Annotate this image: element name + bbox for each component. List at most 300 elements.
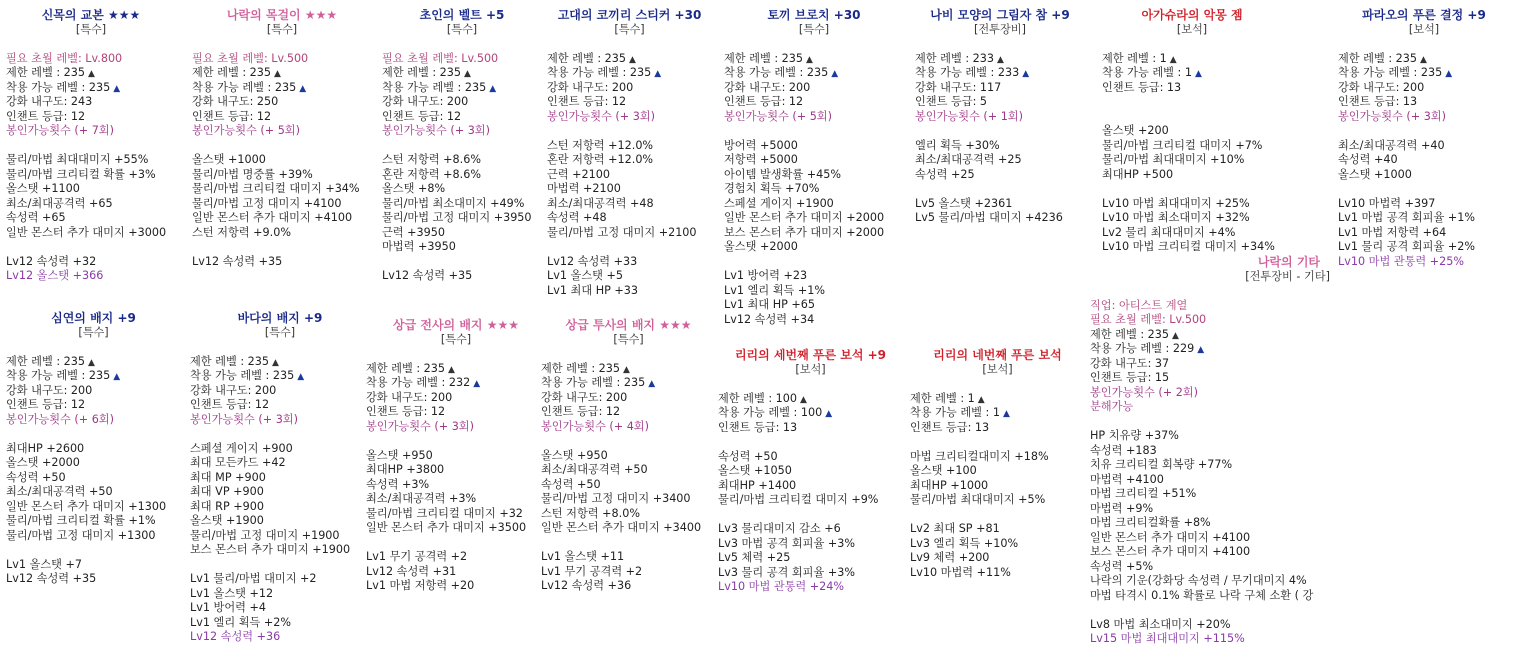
item-tooltip-c14 bbox=[910, 348, 1085, 580]
stat-text: Lv12 속성력 +31 bbox=[366, 564, 457, 578]
stat-line bbox=[6, 255, 176, 270]
stat-line bbox=[910, 479, 1085, 494]
stat-line bbox=[192, 52, 372, 67]
stat-text: 일반 몬스터 추가 대미지 +4100 bbox=[1090, 530, 1251, 544]
stat-text: 올스탯 +2000 bbox=[724, 240, 798, 253]
stat-text: 올스탯 +950 bbox=[541, 448, 608, 462]
stat-line bbox=[547, 66, 712, 81]
level-ok-up-icon: ▲ bbox=[299, 83, 307, 94]
stat-line bbox=[718, 406, 903, 421]
stat-text: 물리/마법 고정 대미지 +3950 bbox=[382, 211, 532, 224]
stat-text: Lv1 엘리 획득 +2% bbox=[190, 615, 291, 629]
stat-line bbox=[915, 110, 1085, 125]
spacer bbox=[541, 347, 716, 362]
stat-line bbox=[190, 471, 370, 486]
stat-text: 일반 몬스터 추가 대미지 +4100 bbox=[192, 211, 353, 224]
stat-text: 속성력 +50 bbox=[6, 470, 66, 484]
stat-line bbox=[724, 52, 904, 67]
stat-text: 착용 가능 레벨 : 235 bbox=[541, 376, 646, 389]
stat-line bbox=[382, 81, 542, 96]
level-ok-up-icon: ▲ bbox=[648, 379, 656, 389]
stat-line bbox=[382, 168, 542, 183]
stat-line bbox=[366, 521, 546, 536]
stat-line bbox=[6, 153, 176, 168]
stat-text: Lv10 마법 관통력 +25% bbox=[1338, 254, 1465, 268]
stat-line bbox=[6, 369, 181, 384]
spacer bbox=[541, 536, 716, 551]
stat-text: 속성력 +65 bbox=[6, 211, 66, 224]
stat-text: 필요 초월 레벨: Lv.500 bbox=[192, 51, 309, 65]
stat-line bbox=[547, 269, 712, 284]
item-title: 심연의 배지 +9 bbox=[51, 311, 136, 325]
level-ok-up-icon: ▲ bbox=[825, 409, 833, 419]
stat-line bbox=[718, 464, 903, 479]
stat-line bbox=[541, 449, 716, 464]
stat-line bbox=[724, 66, 904, 81]
spacer bbox=[1090, 603, 1330, 618]
item-category: [전투장비] bbox=[974, 23, 1026, 36]
stat-text: 물리/마법 최대대미지 +55% bbox=[6, 153, 149, 166]
stat-text: Lv10 마법 최대대미지 +25% bbox=[1102, 196, 1250, 210]
stat-line bbox=[6, 456, 181, 471]
stat-line bbox=[724, 240, 904, 255]
stat-line bbox=[718, 479, 903, 494]
level-up-icon: ▲ bbox=[1169, 54, 1177, 65]
stat-text: Lv2 물리 최대대미지 +4% bbox=[1102, 225, 1236, 239]
stat-line bbox=[382, 52, 542, 67]
stat-text: 올스탯 +1900 bbox=[190, 514, 264, 527]
stat-line bbox=[366, 492, 546, 507]
stat-text: 올스탯 +950 bbox=[366, 448, 433, 462]
stat-line bbox=[1338, 110, 1510, 125]
level-up-icon: ▲ bbox=[997, 54, 1004, 65]
stat-line bbox=[1090, 400, 1330, 415]
stat-text: Lv1 올스탯 +5 bbox=[547, 269, 623, 282]
stat-line bbox=[190, 355, 370, 370]
stat-line bbox=[718, 522, 903, 537]
stat-text: 마법 크리티컬 +51% bbox=[1090, 487, 1197, 500]
stat-line bbox=[541, 420, 716, 435]
stat-text: Lv3 마법 공격 회피율 +3% bbox=[718, 536, 855, 550]
item-title: 상급 투사의 배지 ★★★ bbox=[565, 318, 692, 332]
stat-line bbox=[366, 565, 546, 580]
stat-line bbox=[1102, 211, 1282, 226]
stat-line bbox=[718, 493, 903, 508]
stat-line bbox=[192, 81, 372, 96]
level-ok-up-icon: ▲ bbox=[1022, 69, 1030, 79]
spacer bbox=[547, 240, 712, 255]
stat-text: 직업: 아티스트 계열 bbox=[1090, 298, 1188, 312]
stat-line bbox=[1102, 240, 1282, 255]
stat-line bbox=[190, 384, 370, 399]
stat-line bbox=[1102, 124, 1282, 139]
stat-text: Lv1 무기 공격력 +2 bbox=[366, 550, 468, 563]
level-up-icon: ▲ bbox=[629, 54, 636, 65]
stat-line bbox=[724, 95, 904, 110]
stat-line bbox=[1090, 313, 1330, 328]
item-category: [특수] bbox=[446, 23, 478, 36]
stat-text: Lv10 마법력 +397 bbox=[1338, 196, 1436, 210]
stat-line bbox=[1338, 95, 1510, 110]
stat-text: 제한 레벨 : 1 bbox=[1102, 51, 1167, 65]
item-tooltip-c3 bbox=[382, 8, 542, 284]
spacer bbox=[1102, 37, 1282, 52]
stat-line bbox=[382, 66, 542, 81]
stat-line bbox=[190, 369, 370, 384]
stat-line bbox=[6, 52, 176, 67]
stat-line bbox=[192, 182, 372, 197]
stat-line bbox=[1102, 52, 1282, 67]
stat-text: 속성력 +40 bbox=[1338, 153, 1398, 166]
stat-line bbox=[547, 284, 712, 299]
stat-line bbox=[1338, 197, 1510, 212]
stat-text: 강화 내구도: 250 bbox=[192, 95, 279, 108]
stat-text: 물리/마법 크리티컬 확률 +3% bbox=[6, 167, 156, 181]
item-category: [특수] bbox=[266, 23, 298, 36]
level-up-icon: ▲ bbox=[88, 69, 95, 79]
item-title: 신목의 교본 ★★★ bbox=[41, 8, 141, 22]
item-tooltip-c8 bbox=[1338, 8, 1510, 269]
stat-line bbox=[541, 463, 716, 478]
level-ok-up-icon: ▲ bbox=[297, 372, 305, 382]
stat-line bbox=[190, 529, 370, 544]
spacer bbox=[190, 340, 370, 355]
stat-line bbox=[192, 66, 372, 81]
stat-text: Lv5 물리/마법 대미지 +4236 bbox=[915, 211, 1063, 224]
stat-text: 인챈트 등급: 12 bbox=[541, 405, 621, 418]
spacer bbox=[910, 508, 1085, 523]
level-up-icon: ▲ bbox=[272, 357, 279, 368]
item-title: 바다의 배지 +9 bbox=[237, 311, 323, 325]
stat-text: 엘리 획득 +30% bbox=[915, 138, 1000, 152]
item-tooltip-c7 bbox=[1102, 8, 1282, 255]
stat-text: 착용 가능 레벨 : 229 bbox=[1090, 342, 1195, 355]
stat-line bbox=[1338, 240, 1510, 255]
stat-text: 인챈트 등급: 13 bbox=[910, 420, 990, 434]
stat-line bbox=[1090, 589, 1330, 604]
level-up-icon: ▲ bbox=[806, 54, 813, 65]
stat-line bbox=[724, 211, 904, 226]
spacer bbox=[718, 435, 903, 450]
stat-line bbox=[1338, 211, 1510, 226]
stat-line bbox=[541, 550, 716, 565]
stat-text: 혼란 저항력 +8.6% bbox=[382, 167, 481, 181]
item-title: 나락의 목걸이 ★★★ bbox=[226, 8, 338, 22]
level-up-icon: ▲ bbox=[274, 69, 281, 79]
stat-text: 스턴 저항력 +8.0% bbox=[541, 506, 640, 520]
item-title: 고대의 코끼리 스티커 +30 bbox=[557, 8, 702, 22]
stat-line bbox=[724, 168, 904, 183]
stat-text: 올스탯 +1050 bbox=[718, 464, 792, 477]
spacer bbox=[910, 435, 1085, 450]
spacer bbox=[1102, 182, 1282, 197]
stat-text: 강화 내구도: 200 bbox=[1338, 80, 1425, 94]
item-category: [특수] bbox=[264, 326, 296, 339]
stat-line bbox=[724, 313, 904, 328]
stat-line bbox=[190, 413, 370, 428]
stat-line bbox=[1090, 357, 1330, 372]
stat-text: 봉인가능횟수 (+ 3회) bbox=[366, 419, 474, 433]
stat-text: 경험치 획득 +70% bbox=[724, 182, 820, 195]
stat-text: Lv10 마법력 +11% bbox=[910, 565, 1011, 579]
stat-line bbox=[541, 521, 716, 536]
stat-text: 착용 가능 레벨 : 235 bbox=[192, 80, 297, 94]
item-category: [보석] bbox=[1176, 23, 1208, 36]
stat-text: 제한 레벨 : 235 bbox=[1338, 51, 1418, 65]
spacer bbox=[382, 139, 542, 154]
stat-text: 강화 내구도: 200 bbox=[724, 80, 811, 94]
stat-line bbox=[547, 110, 712, 125]
item-category: [특수] bbox=[78, 326, 109, 339]
stat-text: 필요 초월 레벨: Lv.500 bbox=[382, 51, 499, 65]
stat-text: 착용 가능 레벨 : 235 bbox=[6, 369, 111, 382]
stat-line bbox=[910, 392, 1085, 407]
stat-line bbox=[382, 182, 542, 197]
stat-text: Lv12 속성력 +35 bbox=[192, 254, 283, 268]
stat-line bbox=[910, 551, 1085, 566]
stat-text: Lv1 최대 HP +65 bbox=[724, 298, 816, 311]
stat-text: 필요 초월 레벨: Lv.500 bbox=[1090, 313, 1207, 326]
item-tooltip-c11 bbox=[366, 318, 546, 594]
stat-text: 제한 레벨 : 235 bbox=[724, 51, 804, 65]
item-category: [특수] bbox=[440, 333, 472, 346]
stat-line bbox=[6, 124, 176, 139]
stat-text: 제한 레벨 : 235 bbox=[541, 361, 621, 375]
stat-text: Lv1 올스탯 +12 bbox=[190, 586, 274, 600]
stat-line bbox=[6, 485, 181, 500]
stat-text: 최소/최대공격력 +48 bbox=[547, 196, 654, 210]
stat-text: 최대 RP +900 bbox=[190, 499, 264, 513]
item-title: 아가슈라의 악몽 젬 bbox=[1141, 8, 1243, 22]
stat-line bbox=[541, 391, 716, 406]
stat-text: 강화 내구도: 200 bbox=[382, 95, 469, 108]
stat-line bbox=[1090, 574, 1330, 589]
stat-text: 제한 레벨 : 235 bbox=[192, 66, 272, 79]
spacer bbox=[724, 255, 904, 270]
stat-line bbox=[1090, 545, 1330, 560]
stat-text: 스페셜 게이지 +900 bbox=[190, 441, 293, 455]
spacer bbox=[1102, 110, 1282, 125]
spacer bbox=[382, 255, 542, 270]
stat-text: 착용 가능 레벨 : 235 bbox=[382, 80, 487, 94]
item-title: 나락의 기타 bbox=[1257, 255, 1320, 269]
stat-text: Lv1 물리/마법 대미지 +2 bbox=[190, 572, 317, 585]
spacer bbox=[6, 240, 176, 255]
stat-text: 인챈트 등급: 15 bbox=[1090, 371, 1170, 384]
stat-line bbox=[915, 52, 1085, 67]
stat-text: 최대HP +1000 bbox=[910, 478, 989, 492]
stat-text: 봉인가능횟수 (+ 7회) bbox=[6, 124, 114, 137]
stat-text: 올스탯 +8% bbox=[382, 182, 446, 195]
stat-text: 강화 내구도: 37 bbox=[1090, 356, 1170, 370]
stat-line bbox=[192, 95, 372, 110]
stat-line bbox=[6, 500, 181, 515]
spacer bbox=[724, 124, 904, 139]
stat-line bbox=[366, 478, 546, 493]
stat-text: 물리/마법 명중률 +39% bbox=[192, 167, 313, 181]
spacer bbox=[6, 139, 176, 154]
stat-line bbox=[724, 139, 904, 154]
stat-text: 치유 크리티컬 회복량 +77% bbox=[1090, 458, 1233, 471]
stat-line bbox=[6, 168, 176, 183]
stat-line bbox=[718, 580, 903, 595]
spacer bbox=[547, 37, 712, 52]
spacer bbox=[192, 240, 372, 255]
stat-text: 착용 가능 레벨 : 1 bbox=[1102, 66, 1192, 79]
stat-text: Lv15 마법 최대대미지 +115% bbox=[1090, 632, 1245, 645]
item-category: [특수] bbox=[798, 23, 830, 36]
stat-text: 스턴 저항력 +9.0% bbox=[192, 225, 291, 239]
stat-text: 나락의 기운(강화당 속성력 / 무기대미지 4% bbox=[1090, 574, 1307, 587]
stat-line bbox=[382, 211, 542, 226]
stat-line bbox=[1102, 168, 1282, 183]
item-category: [보석] bbox=[795, 363, 826, 376]
stat-line bbox=[541, 565, 716, 580]
stat-line bbox=[724, 284, 904, 299]
stat-line bbox=[910, 406, 1085, 421]
stat-text: 일반 몬스터 추가 대미지 +2000 bbox=[724, 211, 885, 224]
stat-text: Lv12 속성력 +35 bbox=[6, 572, 97, 585]
stat-line bbox=[366, 391, 546, 406]
level-up-icon: ▲ bbox=[88, 357, 95, 368]
stat-line bbox=[547, 255, 712, 270]
stat-text: 봉인가능횟수 (+ 2회) bbox=[1090, 385, 1198, 399]
stat-text: 강화 내구도: 200 bbox=[366, 390, 453, 404]
item-tooltip-c15 bbox=[1090, 255, 1330, 647]
stat-text: 최대 MP +900 bbox=[190, 470, 266, 484]
stat-text: 혼란 저항력 +12.0% bbox=[547, 153, 654, 166]
stat-line bbox=[6, 514, 181, 529]
stat-line bbox=[1338, 66, 1510, 81]
stat-text: 일반 몬스터 추가 대미지 +3500 bbox=[366, 521, 527, 534]
stat-line bbox=[547, 197, 712, 212]
level-ok-up-icon: ▲ bbox=[1194, 69, 1202, 79]
stat-line bbox=[547, 52, 712, 67]
stat-line bbox=[1090, 516, 1330, 531]
stat-line bbox=[915, 81, 1085, 96]
level-ok-up-icon: ▲ bbox=[113, 372, 121, 382]
stat-text: Lv1 마법 공격 회피율 +1% bbox=[1338, 211, 1475, 224]
stat-line bbox=[190, 616, 370, 631]
item-tooltip-c5 bbox=[724, 8, 904, 327]
stat-line bbox=[190, 442, 370, 457]
spacer bbox=[915, 124, 1085, 139]
item-tooltip-c2 bbox=[192, 8, 372, 269]
level-up-icon: ▲ bbox=[977, 394, 985, 405]
stat-line bbox=[541, 478, 716, 493]
stat-text: 근력 +3950 bbox=[382, 225, 446, 239]
stat-text: 마법 타격시 0.1% 확률로 나락 구체 소환 ( 강 bbox=[1090, 588, 1314, 602]
stat-text: Lv1 올스탯 +7 bbox=[6, 557, 82, 571]
stat-text: 봉인가능횟수 (+ 3회) bbox=[547, 109, 655, 123]
stat-line bbox=[718, 551, 903, 566]
stat-text: 인챈트 등급: 12 bbox=[366, 405, 446, 418]
stat-line bbox=[6, 471, 181, 486]
spacer bbox=[192, 37, 372, 52]
stat-text: 물리/마법 최소대미지 +49% bbox=[382, 196, 525, 210]
spacer bbox=[366, 536, 546, 551]
stat-line bbox=[190, 601, 370, 616]
stat-text: 보스 몬스터 추가 대미지 +1900 bbox=[190, 543, 351, 556]
stat-text: 최대HP +2600 bbox=[6, 441, 85, 455]
stat-line bbox=[541, 405, 716, 420]
stat-text: 제한 레벨 : 235 bbox=[382, 66, 462, 79]
stat-line bbox=[366, 463, 546, 478]
stat-line bbox=[910, 450, 1085, 465]
stat-line bbox=[1090, 458, 1330, 473]
stat-line bbox=[366, 507, 546, 522]
stat-text: 필요 초월 레벨: Lv.800 bbox=[6, 51, 123, 65]
item-tooltip-c4 bbox=[547, 8, 712, 298]
stat-text: Lv10 마법 관통력 +24% bbox=[718, 580, 845, 593]
item-category: [전투장비 - 기타] bbox=[1245, 270, 1330, 283]
spacer bbox=[1338, 124, 1510, 139]
stat-text: 착용 가능 레벨 : 1 bbox=[910, 406, 1000, 419]
stat-text: 물리/마법 크리티컬 대미지 +9% bbox=[718, 493, 879, 506]
stat-line bbox=[724, 110, 904, 125]
stat-line bbox=[366, 449, 546, 464]
stat-text: Lv1 방어력 +4 bbox=[190, 601, 266, 614]
stat-line bbox=[910, 464, 1085, 479]
stat-line bbox=[382, 240, 542, 255]
stat-line bbox=[724, 153, 904, 168]
stat-line bbox=[382, 226, 542, 241]
stat-text: 강화 내구도: 117 bbox=[915, 80, 1002, 94]
stat-line bbox=[718, 537, 903, 552]
stat-line bbox=[915, 139, 1085, 154]
stat-line bbox=[547, 226, 712, 241]
stat-line bbox=[1090, 560, 1330, 575]
stat-line bbox=[190, 587, 370, 602]
stat-line bbox=[910, 522, 1085, 537]
item-title: 나비 모양의 그림자 참 +9 bbox=[930, 8, 1070, 22]
stat-text: 착용 가능 레벨 : 235 bbox=[1338, 66, 1443, 79]
stat-line bbox=[541, 492, 716, 507]
stat-text: 강화 내구도: 243 bbox=[6, 95, 93, 108]
stat-text: 봉인가능횟수 (+ 5회) bbox=[192, 124, 300, 137]
stat-text: 봉인가능횟수 (+ 3회) bbox=[1338, 109, 1446, 123]
stat-line bbox=[541, 362, 716, 377]
stat-text: Lv1 무기 공격력 +2 bbox=[541, 564, 643, 578]
stat-line bbox=[910, 493, 1085, 508]
stat-text: 착용 가능 레벨 : 100 bbox=[718, 406, 823, 419]
spacer bbox=[6, 427, 181, 442]
stat-text: Lv12 속성력 +36 bbox=[190, 630, 281, 643]
stat-text: 착용 가능 레벨 : 232 bbox=[366, 376, 471, 389]
stat-line bbox=[724, 226, 904, 241]
item-tooltip-c9 bbox=[6, 311, 181, 587]
level-ok-up-icon: ▲ bbox=[654, 69, 662, 79]
stat-text: 마법 크리티컬대미지 +18% bbox=[910, 449, 1049, 463]
stat-line bbox=[192, 168, 372, 183]
item-title: 토끼 브로치 +30 bbox=[767, 8, 861, 22]
stat-text: 속성력 +183 bbox=[1090, 443, 1157, 457]
stat-text: 올스탯 +1100 bbox=[6, 182, 80, 195]
stat-line bbox=[192, 153, 372, 168]
stat-text: 인챈트 등급: 12 bbox=[6, 109, 86, 123]
item-category: [특수] bbox=[75, 23, 107, 36]
stat-line bbox=[6, 226, 176, 241]
level-up-icon: ▲ bbox=[1420, 54, 1427, 65]
item-tooltip-c10 bbox=[190, 311, 370, 645]
spacer bbox=[6, 340, 181, 355]
level-up-icon: ▲ bbox=[464, 69, 471, 79]
stat-text: Lv12 속성력 +35 bbox=[382, 269, 473, 282]
stat-text: 봉인가능횟수 (+ 4회) bbox=[541, 419, 649, 433]
stat-text: 제한 레벨 : 233 bbox=[915, 51, 995, 65]
stat-line bbox=[1338, 255, 1510, 270]
stat-text: 강화 내구도: 200 bbox=[6, 383, 93, 397]
